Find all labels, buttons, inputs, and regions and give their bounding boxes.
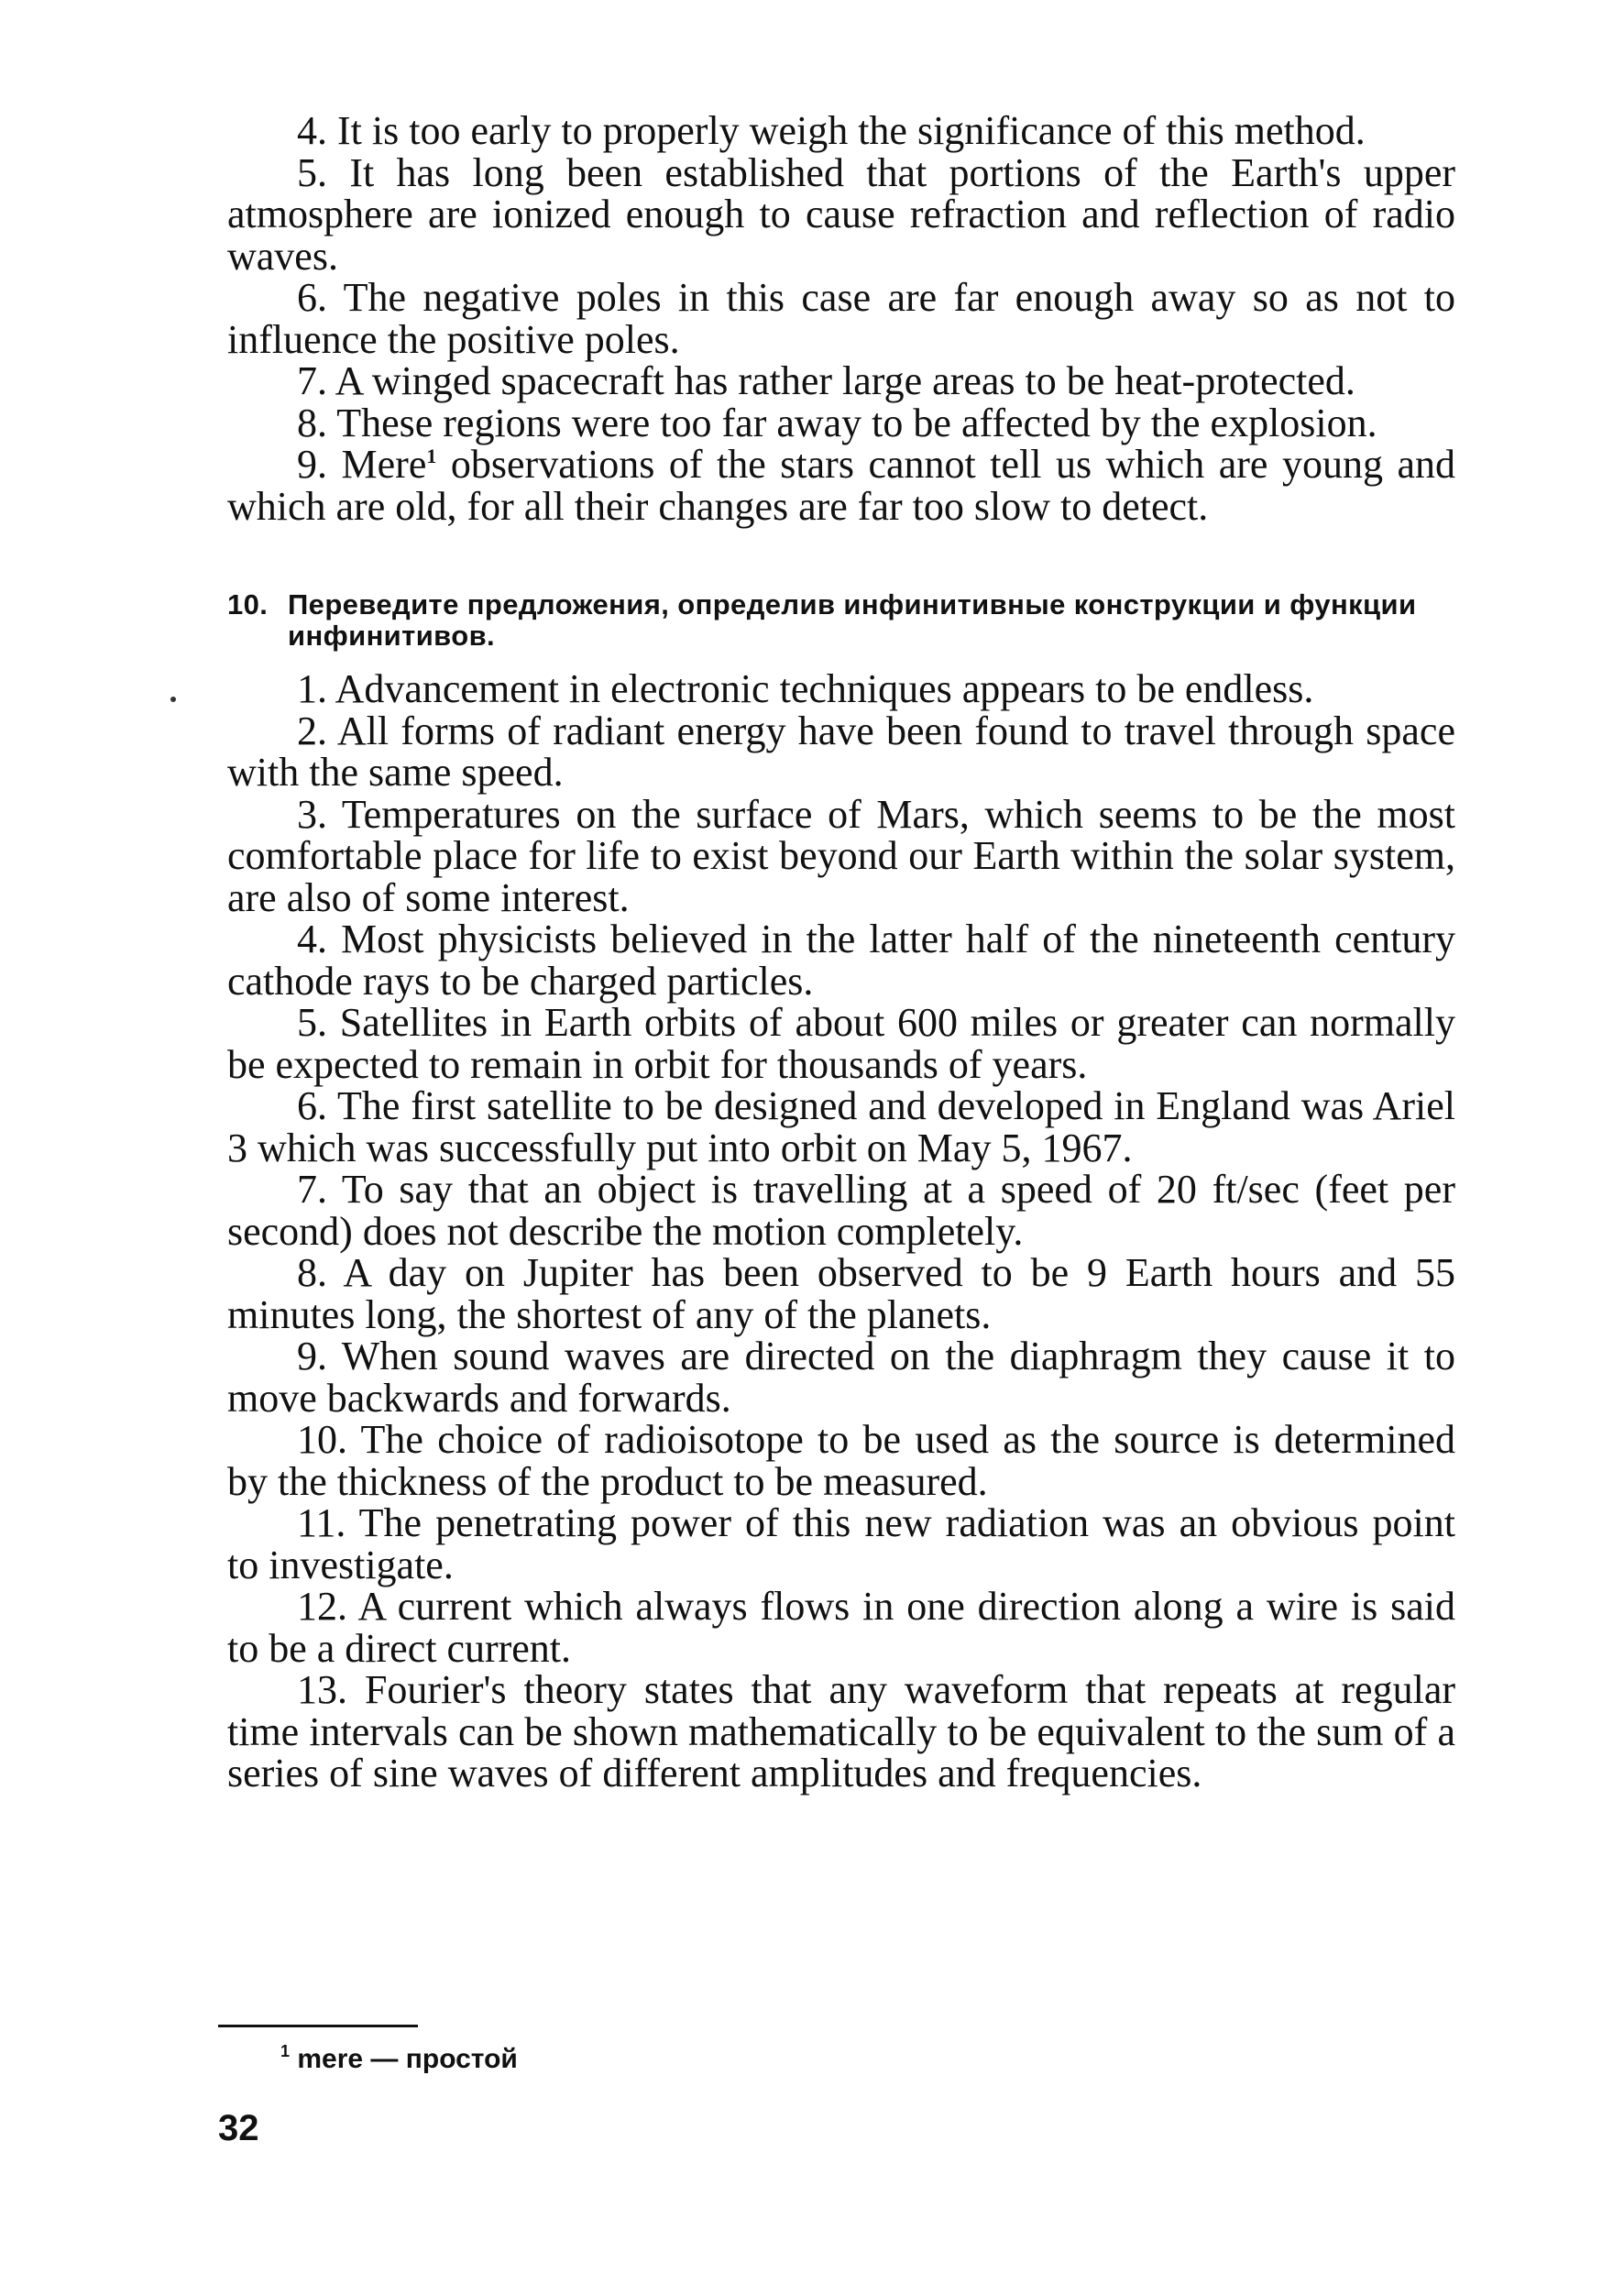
- item-number: 6.: [297, 1083, 327, 1128]
- exercise-instruction: Переведите предложения, определив инфинитивные конструкции и функции инфинитивов.: [288, 588, 1417, 652]
- item-number: 4.: [297, 917, 327, 961]
- item-text-before: Mere: [341, 442, 427, 487]
- footnote-reference: 1: [426, 445, 437, 467]
- list-item: [227, 1586, 1455, 1669]
- item-text: A day on Jupiter has been observed to be 9 Earth hours and 55 minutes long, the shortest of any of the planets.: [227, 1250, 1455, 1337]
- item-text: These regions were too far away to be affected by the explosion.: [336, 400, 1377, 445]
- list-item: [227, 1085, 1455, 1169]
- list-item: [227, 918, 1455, 1002]
- item-text: Temperatures on the surface of Mars, which seems to be the most comfortable place for life to exist beyond our Earth within the solar system, are also of some interest.: [227, 791, 1455, 920]
- item-text: Fourier's theory states that any waveform that repeats at regular time intervals can be shown mathematically to be equivalent to the sum of a series of sine waves of different amplitudes and frequencies.: [227, 1667, 1455, 1795]
- item-text: Satellites in Earth orbits of about 600 miles or greater can normally be expected to remain in orbit for thousands of years.: [227, 1000, 1456, 1087]
- list-item: [227, 710, 1455, 794]
- footnote-mark: 1: [280, 2042, 291, 2060]
- item-number: 9.: [297, 442, 327, 487]
- item-text: When sound waves are directed on the diaphragm they cause it to move backwards and forwards.: [227, 1334, 1455, 1421]
- exercise-number: 10.: [227, 588, 269, 620]
- item-number: 4.: [297, 108, 327, 153]
- item-number: 12.: [297, 1584, 347, 1629]
- list-item: [227, 277, 1455, 360]
- list-item: [227, 360, 1455, 402]
- list-item: [227, 1669, 1455, 1795]
- list-item: [227, 1419, 1455, 1502]
- list-item: [227, 1002, 1455, 1085]
- item-number: 10.: [297, 1417, 347, 1462]
- item-text: Advancement in electronic techniques appears to be endless.: [335, 666, 1314, 711]
- footnote: [280, 2044, 518, 2075]
- item-text-after: observations of the stars cannot tell us which are young and which are old, for all their changes are far too slow to detect.: [227, 442, 1456, 529]
- item-number: 2.: [297, 708, 327, 753]
- list-item: [227, 1502, 1455, 1586]
- list-item: [227, 1335, 1455, 1419]
- top-items: [227, 110, 1455, 527]
- item-text: It is too early to properly weigh the significance of this method.: [337, 108, 1366, 153]
- list-item: [227, 668, 1455, 710]
- item-text: All forms of radiant energy have been found to travel through space with the same speed.: [227, 708, 1455, 795]
- item-text: The negative poles in this case are far enough away so as not to influence the positive poles.: [227, 275, 1455, 362]
- scan-speck: [170, 697, 176, 702]
- exercise-10-items: [227, 668, 1455, 1795]
- item-number: 8.: [297, 400, 327, 445]
- item-number: 5.: [297, 149, 327, 195]
- item-text: A winged spacecraft has rather large areas to be heat-protected.: [335, 358, 1355, 403]
- list-item: [227, 402, 1455, 445]
- item-number: 1.: [297, 666, 327, 711]
- page-body: [227, 110, 1455, 1795]
- item-number: 7.: [297, 358, 327, 403]
- footnote-text: mere — простой: [297, 2044, 518, 2074]
- exercise-10-heading: [227, 589, 1455, 652]
- item-number: 11.: [297, 1500, 346, 1545]
- item-text: The first satellite to be designed and developed in England was Ariel 3 which was successfully put into orbit on May 5, 1967.: [227, 1083, 1455, 1170]
- list-item: [227, 110, 1455, 152]
- footnote-divider: [218, 2025, 418, 2027]
- item-text: The penetrating power of this new radiation was an obvious point to investigate.: [227, 1500, 1455, 1587]
- item-text: It has long been established that portions of the Earth's upper atmosphere are ionized enough to cause refraction and reflection of radio waves.: [227, 149, 1455, 279]
- item-number: 13.: [297, 1667, 347, 1712]
- item-number: 6.: [297, 275, 327, 320]
- list-item: [227, 791, 1455, 920]
- list-item: [227, 1169, 1455, 1252]
- item-text: To say that an object is travelling at a speed of 20 ft/sec (feet per second) does not describe the motion completely.: [227, 1167, 1455, 1254]
- item-number: 7.: [297, 1167, 327, 1212]
- page-number: 32: [218, 2108, 259, 2148]
- item-text: A current which always flows in one direction along a wire is said to be a direct current.: [227, 1584, 1455, 1671]
- item-number: 9.: [297, 1334, 327, 1378]
- list-item: [227, 1252, 1455, 1335]
- item-number: 3.: [297, 791, 327, 837]
- item-number: 5.: [297, 1000, 327, 1045]
- item-text: The choice of radioisotope to be used as the source is determined by the thickness of the product to be measured.: [227, 1417, 1455, 1504]
- list-item: [227, 444, 1455, 527]
- item-number: 8.: [297, 1250, 327, 1295]
- list-item: [227, 149, 1455, 279]
- item-text: Most physicists believed in the latter half of the nineteenth century cathode rays to be charged particles.: [227, 917, 1456, 1004]
